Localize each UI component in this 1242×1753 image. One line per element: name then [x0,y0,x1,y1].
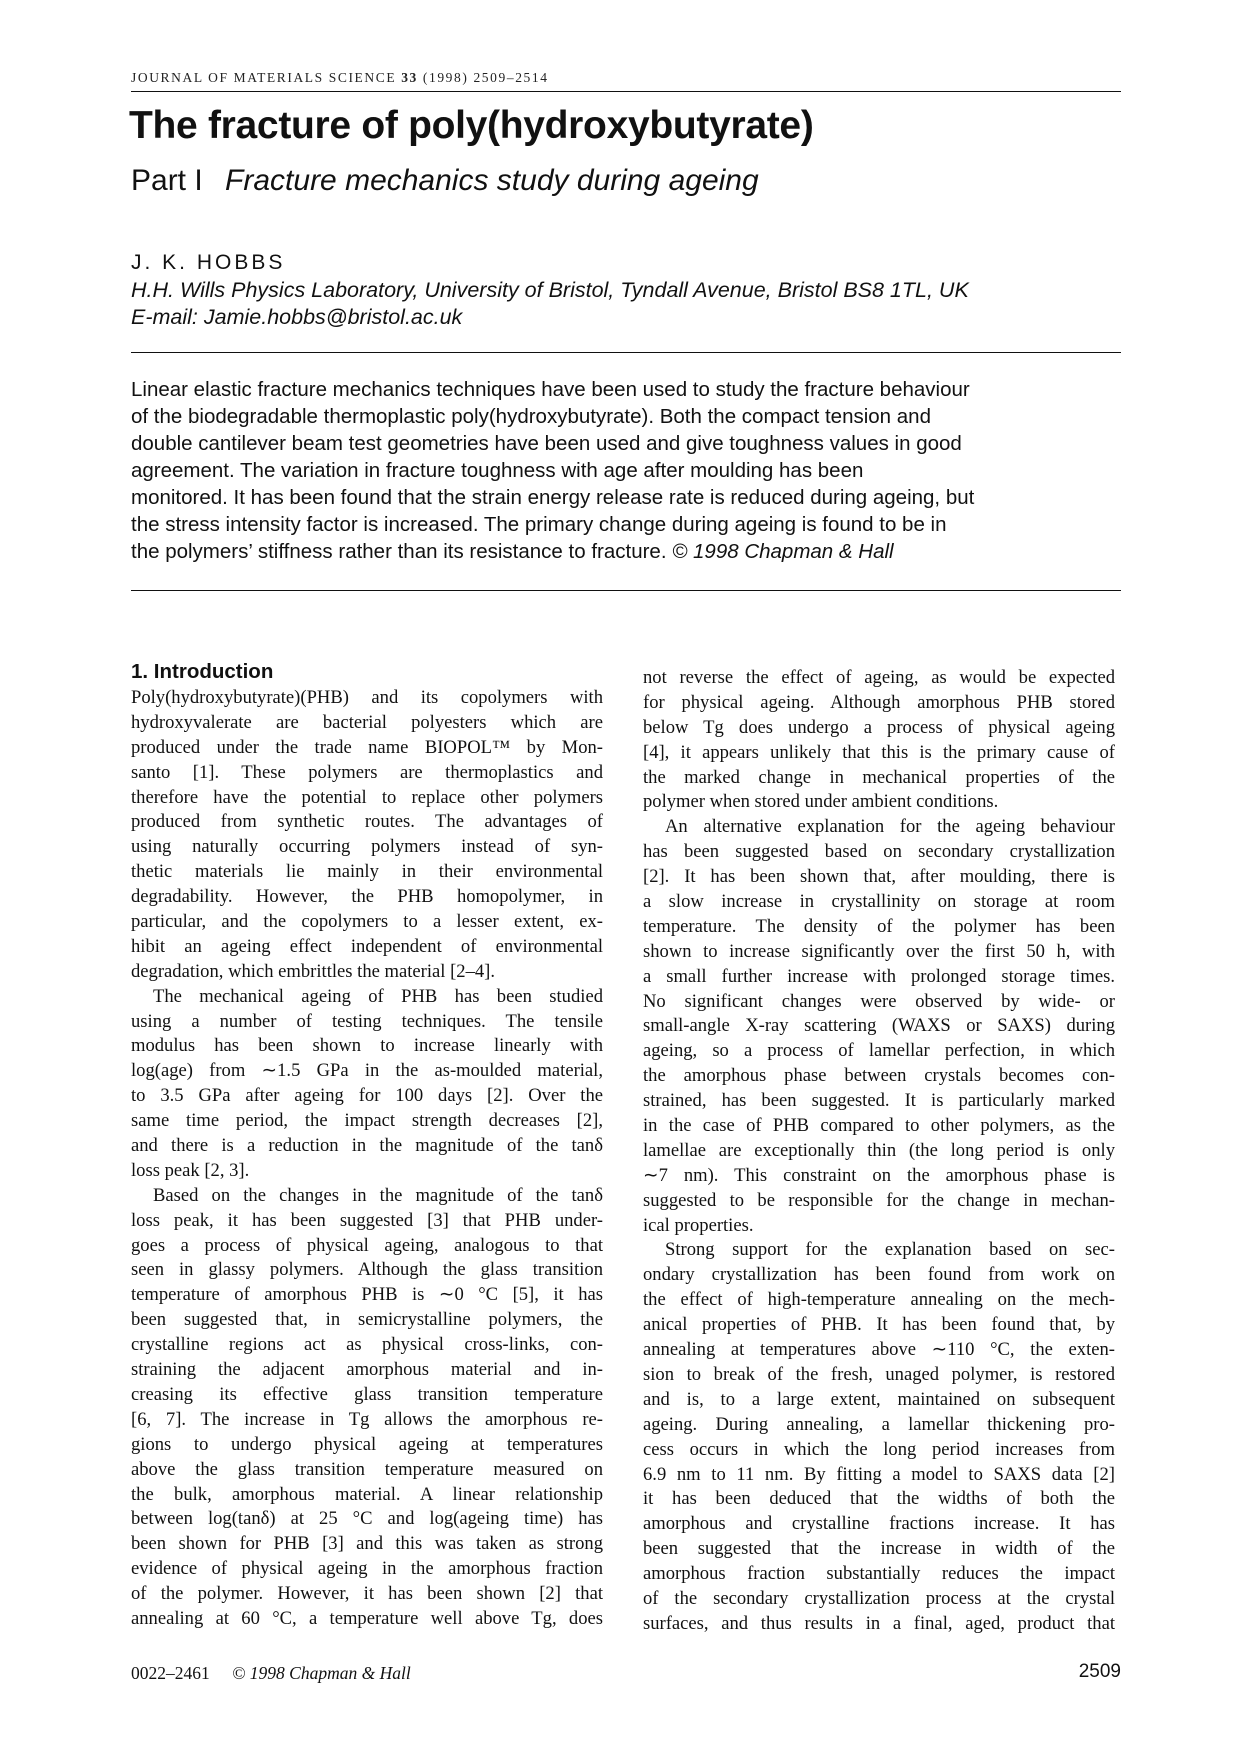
footer-copyright: © 1998 Chapman & Hall [232,1663,411,1683]
body-text-line: crystalline regions act as physical cross-links, con- [131,1334,603,1356]
body-text-line: for physical ageing. Although amorphous PHB stored [643,691,1115,713]
abstract-line: Linear elastic fracture mechanics techniques have been used to study the fracture behaviour [131,378,970,401]
body-text-line: [6, 7]. The increase in Tg allows the amorphous re- [131,1408,603,1430]
body-text-line: The mechanical ageing of PHB has been studied [153,985,603,1007]
body-text-line: annealing at temperatures above ∼110 °C, the exten- [643,1339,1115,1361]
body-text-line: Strong support for the explanation based on sec- [665,1239,1115,1261]
footer-issn [131,1663,411,1684]
body-text-line: lamellae are exceptionally thin (the long period is only [643,1139,1115,1161]
body-text-line: the amorphous phase between crystals becomes con- [643,1065,1115,1087]
body-text-line: Poly(hydroxybutyrate)(PHB) and its copolymers with [131,687,603,708]
footer-page-number: 2509 [1078,1661,1121,1682]
body-text-line: annealing at 60 °C, a temperature well above Tg, does [131,1607,603,1629]
right-column [643,666,1115,1637]
author-name: J. K. HOBBS [131,251,286,274]
body-text-line: creasing its effective glass transition temperature [131,1383,603,1405]
body-text-line: been suggested that, in semicrystalline polymers, the [131,1309,603,1331]
body-text-line: in the case of PHB compared to other polymers, as the [643,1115,1115,1137]
body-text-line: been shown for PHB [3] and this was taken as strong [131,1533,603,1555]
body-text-line: using a number of testing techniques. The tensile [131,1010,603,1032]
body-text-line: ageing. During annealing, a lamellar thickening pro- [643,1413,1115,1435]
body-text-line: Based on the changes in the magnitude of the tanδ [153,1184,603,1206]
abstract-bottom-rule [131,590,1121,591]
abstract-top-rule [131,352,1121,353]
body-text-line: small-angle X-ray scattering (WAXS or SAXS) during [643,1015,1115,1037]
body-text-line: cess occurs in which the long period increases from [643,1438,1115,1460]
body-text-line: of the secondary crystallization process at the crystal [643,1587,1115,1609]
body-text-line: amorphous and crystalline fractions increase. It has [643,1513,1115,1535]
body-text-line: loss peak [2, 3]. [131,1159,250,1181]
body-text-line: and is, to a large extent, maintained on subsequent [643,1388,1115,1410]
section-heading-introduction: 1. Introduction [131,660,274,683]
paper-subtitle [131,164,759,198]
body-text-line: the bulk, amorphous material. A linear relationship [131,1483,603,1505]
body-text-line: temperature of amorphous PHB is ∼0 °C [5], it has [131,1284,603,1306]
body-text-line: a slow increase in crystallinity on storage at room [643,891,1115,913]
abstract-line: agreement. The variation in fracture toughness with age after moulding has been [131,459,864,482]
body-text-line: using naturally occurring polymers instead of syn- [131,836,603,858]
body-text-line: between log(tanδ) at 25 °C and log(ageing time) has [131,1508,603,1530]
body-text-line: No significant changes were observed by wide- or [643,990,1115,1012]
paper-title: The fracture of poly(hydroxybutyrate) [129,104,814,147]
body-text-line: produced under the trade name BIOPOL™ by Mon- [131,736,603,758]
left-column [131,662,603,1632]
body-text-line: it has been deduced that the widths of both the [643,1488,1115,1510]
body-text-line: thetic materials lie mainly in their environmental [131,861,603,883]
journal-header [131,70,1121,86]
body-text-line: therefore have the potential to replace other polymers [131,786,603,808]
body-text-line: hydroxyvalerate are bacterial polyesters which are [131,711,603,733]
abstract [131,376,1121,565]
body-text-line: goes a process of physical ageing, analogous to that [131,1234,603,1256]
body-text-line: anical properties of PHB. It has been found that, by [643,1314,1115,1336]
subtitle-text: Fracture mechanics study during ageing [225,164,759,197]
abstract-line-last [131,538,1121,565]
abstract-line: of the biodegradable thermoplastic poly(hydroxybutyrate). Both the compact tension and [131,405,931,428]
body-text-line: [4], it appears unlikely that this is the primary cause of [643,741,1115,763]
body-text-line: produced from synthetic routes. The advantages of [131,811,603,833]
body-text-line: not reverse the effect of ageing, as would be expected [643,667,1115,688]
body-text-line: above the glass transition temperature measured on [131,1458,603,1480]
body-text-line: to 3.5 GPa after ageing for 100 days [2]. Over the [131,1085,603,1107]
subtitle-part: Part I [131,164,203,197]
body-text-line: ondary crystallization has been found from work on [643,1264,1115,1286]
body-text-line: gions to undergo physical ageing at temperatures [131,1433,603,1455]
journal-volume: 33 [401,70,418,85]
abstract-text-end: the polymers’ stiffness rather than its resistance to fracture. [131,540,667,563]
body-text-line: amorphous fraction substantially reduces the impact [643,1563,1115,1585]
body-text-line: has been suggested based on secondary crystallization [643,841,1115,863]
body-text-line: a small further increase with prolonged storage times. [643,965,1115,987]
body-text-line: 6.9 nm to 11 nm. By fitting a model to SAXS data [2] [643,1463,1115,1485]
body-text-line: polymer when stored under ambient conditions. [643,791,999,813]
abstract-line: monitored. It has been found that the strain energy release rate is reduced during ageing, but [131,486,975,509]
body-text-line: particular, and the copolymers to a lesser extent, ex- [131,911,603,933]
body-text-line: seen in glassy polymers. Although the glass transition [131,1259,603,1281]
body-text-line: degradation, which embrittles the material [2–4]. [131,960,496,982]
body-text-line: shown to increase significantly over the first 50 h, with [643,940,1115,962]
body-text-line: strained, has been suggested. It is particularly marked [643,1090,1115,1112]
abstract-line: double cantilever beam test geometries have been used and give toughness values in good [131,432,962,455]
body-text-line: degradability. However, the PHB homopolymer, in [131,886,603,908]
body-text-line: sion to break of the fresh, unaged polymer, is restored [643,1363,1115,1385]
body-text-line: evidence of physical ageing in the amorphous fraction [131,1558,603,1580]
body-text-line: below Tg does undergo a process of physical ageing [643,716,1115,738]
affiliation-address: H.H. Wills Physics Laboratory, University of Bristol, Tyndall Avenue, Bristol BS8 1TL, UK [131,278,969,302]
affiliation-email: E-mail: Jamie.hobbs@bristol.ac.uk [131,305,463,329]
body-text-line: been suggested that the increase in width of the [643,1538,1115,1560]
body-text-line: suggested to be responsible for the change in mechan- [643,1189,1115,1211]
body-text-line: loss peak, it has been suggested [3] that PHB under- [131,1209,603,1231]
body-text-line: the marked change in mechanical properties of the [643,766,1115,788]
body-text-line: An alternative explanation for the ageing behaviour [665,816,1115,838]
footer-issn-number: 0022–2461 [131,1663,210,1683]
body-text-line: surfaces, and thus results in a final, aged, product that [643,1612,1115,1634]
body-text-line: temperature. The density of the polymer has been [643,915,1115,937]
body-text-line: straining the adjacent amorphous material and in- [131,1359,603,1381]
body-text-line: ical properties. [643,1214,754,1236]
body-text-line: [2]. It has been shown that, after moulding, there is [643,866,1115,888]
body-text-line: ∼7 nm). This constraint on the amorphous phase is [643,1164,1115,1186]
body-text-line: same time period, the impact strength decreases [2], [131,1110,603,1132]
body-text-line: santo [1]. These polymers are thermoplastics and [131,761,603,783]
header-rule [131,91,1121,92]
abstract-copyright: © 1998 Chapman & Hall [672,540,894,563]
body-text-line: the effect of high-temperature annealing on the mech- [643,1289,1115,1311]
journal-name: JOURNAL OF MATERIALS SCIENCE [131,70,397,85]
body-text-line: modulus has been shown to increase linearly with [131,1035,603,1057]
journal-issue-pages: (1998) 2509–2514 [422,70,549,85]
body-text-line: and there is a reduction in the magnitude of the tanδ [131,1135,603,1157]
body-text-line: ageing, so a process of lamellar perfection, in which [643,1040,1115,1062]
body-text-line: hibit an ageing effect independent of environmental [131,935,603,957]
abstract-line: the stress intensity factor is increased. The primary change during ageing is found to be in [131,513,947,536]
author-affiliation [131,277,969,331]
body-text-line: log(age) from ∼1.5 GPa in the as-moulded material, [131,1060,603,1082]
body-text-line: of the polymer. However, it has been shown [2] that [131,1583,603,1605]
